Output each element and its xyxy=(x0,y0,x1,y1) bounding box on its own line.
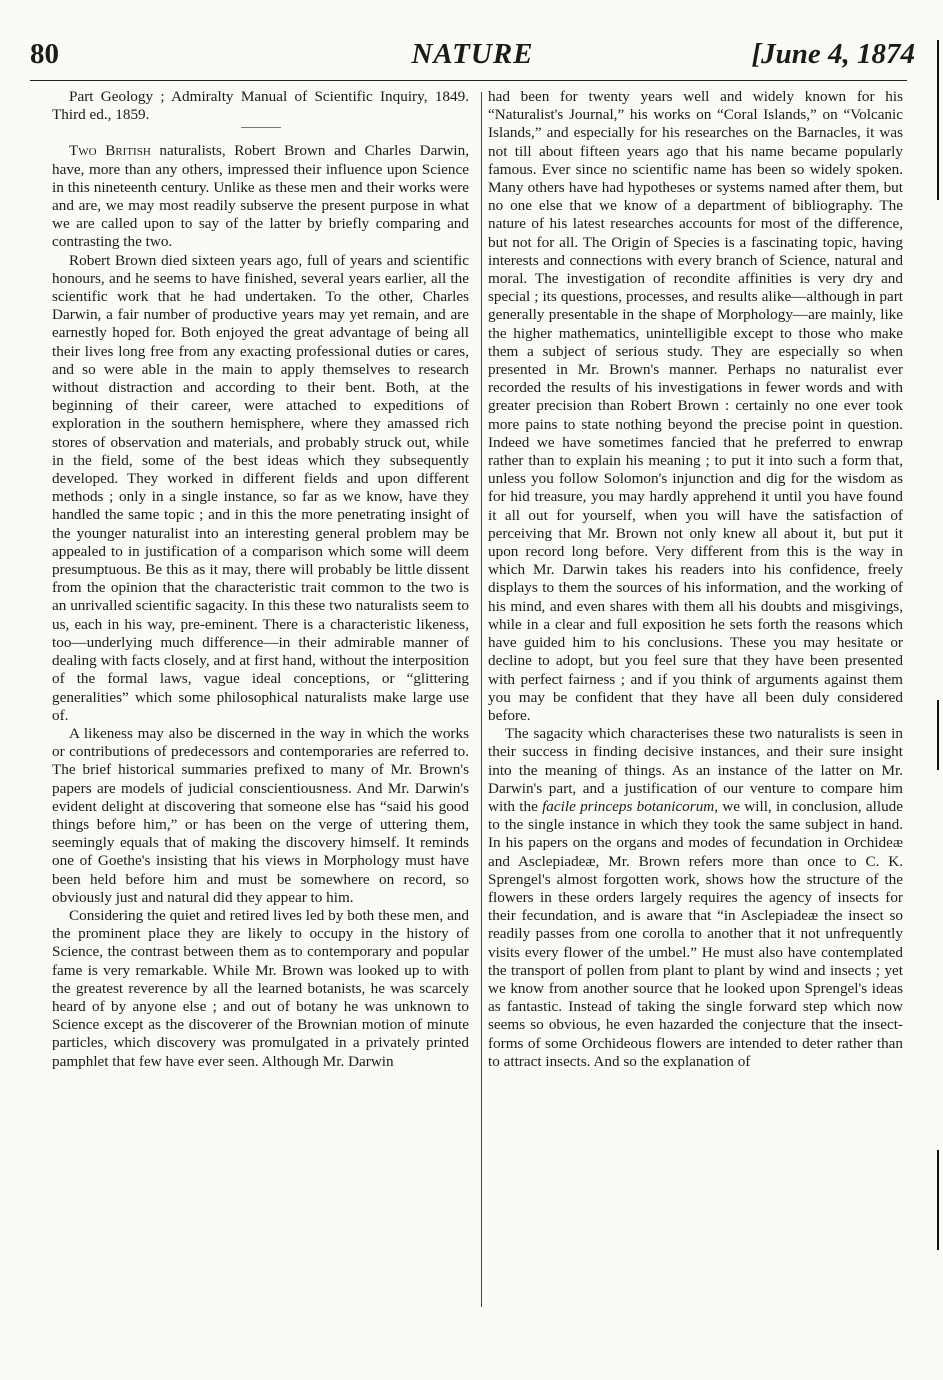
paragraph-text: , we will, in conclusion, allude to the single instance in which they took the same subject in hand. In his papers on the organs and modes of fecundation in Orchideæ and Asclepiadeæ, Mr. Brown refers more than once to C. K. Sprengel's almost forgotten work, shows how the structure of the flowers in these orders largely requires the agency of insects for their fecundation, and is aware that “in Asclepiadeæ the insect so readily passes from one corolla to another that it not unfrequently visits every flower of the umbel.” He must also have contemplated the transport of pollen from plant to plant by wind and insects ; yet we know from another source that he looked upon Sprengel's ideas as fantastic. Instead of taking the single forward step which now seems so obvious, he even hazarded the conjecture that the insect-forms of some Orchideous flowers are intended to deter rather than to attract insects. And so the explanation of xyxy=(488,797,903,1070)
italic-phrase: facile princeps botanicorum xyxy=(542,797,715,815)
right-column xyxy=(488,88,903,1071)
paragraph: A likeness may also be discerned in the way in which the works or contributions of predecessors and contemporaries are referred to. The brief historical summaries prefixed to many of Mr. Brown's papers are models of judicial conscientiousness. And Mr. Darwin's evident delight at discovering that someone else has “said his good things before him,” or has been on the verge of uttering them, seemingly equals that of making the discovery himself. It reminds one of Goethe's insisting that his views in Morphology must have been held before him and must be somewhere on record, so obviously just and natural did they appear to him. xyxy=(52,724,469,906)
scan-edge-mark xyxy=(937,40,939,200)
journal-title: NATURE xyxy=(411,38,534,70)
scan-edge-mark xyxy=(937,700,939,770)
scan-edge-mark xyxy=(937,1150,939,1250)
issue-date: [June 4, 1874 xyxy=(751,38,915,70)
paragraph-text: naturalists, Robert Brown and Charles Darwin, have, more than any others, impressed their influence upon Science in this nineteenth century. Unlike as these men and their works were and are, we may most readily subserve the present purpose in what we are called upon to say of the latter by briefly comparing and contrasting the two. xyxy=(52,142,469,251)
paragraph: Robert Brown died sixteen years ago, full of years and scientific honours, and he seems to have finished, several years earlier, all the scientific work that he had undertaken. To the other, Charles Darwin, a fair number of productive years may yet remain, and are earnestly hoped for. Both enjoyed the great advantage of being all their lives long free from any exacting professional duties or cares, and so were able in the main to apply themselves to research without distraction and according to their bent. Both, at the beginning of their career, were attached to expeditions of exploration in the southern hemisphere, where they amassed rich stores of observation and materials, and probably struck out, while in the field, some of the best ideas which they subsequently developed. They worked in different fields and upon different methods ; only in a single instance, so far as we know, have they handled the same topic ; and in this the more penetrating insight of the younger naturalist into an interesting general problem may be appealed to in justification of a comparison which some will deem presumptuous. Be this as it may, there will probably be little dissent from the opinion that the characteristic trait common to the two is an unrivalled scientific sagacity. In this these two naturalists seem to us, each in his way, pre-eminent. There is a characteristic likeness, too—underlying much difference—in their admirable manner of dealing with facts closely, and at first hand, without the interposition of the formal laws, vague ideal conceptions, or “glittering generalities” which some philosophical naturalists make large use of. xyxy=(52,251,469,724)
page-number: 80 xyxy=(30,38,59,70)
opening-words: Two British xyxy=(69,142,151,160)
paragraph-text: The sagacity which characterises these two naturalists is seen in their success in finding decisive instances, and their sure insight into the meaning of things. As an instance of the latter on Mr. Darwin's part, and a justification of our venture to compare him with the xyxy=(488,725,903,815)
page-header xyxy=(30,38,915,78)
paragraph xyxy=(488,725,903,1071)
column-divider xyxy=(481,92,482,1307)
section-separator xyxy=(241,127,281,128)
paragraph: had been for twenty years well and widely known for his “Naturalist's Journal,” his works on “Coral Islands,” on “Volcanic Islands,” and especially for his researches on the Barnacles, it was not till about fifteen years ago that his name became popularly famous. Ever since no scientific name has been so widely spoken. Many others have had hypotheses or systems named after them, but no one else that we know of a department of bibliography. The nature of his latest researches accounts for most of the difference, but not for all. The Origin of Species is a fascinating topic, having interests and connections with every branch of Science, natural and moral. The investigation of recondite affinities is very dry and special ; its questions, processes, and results alike—although in part generally presentable in the shape of Morphology—are mainly, like the higher mathematics, unintelligible except to those who make them a subject of serious study. They are especially so when presented in Mr. Brown's manner. Perhaps no naturalist ever recorded the results of his investigations in fewer words and with greater precision than Robert Brown : certainly no one ever took more pains to state nothing beyond the precise point in question. Indeed we have sometimes fancied that he preferred to enwrap rather than to explain his meaning ; to put it into such a form that, unless you follow Solomon's injunction and dig for the wisdom as for hid treasure, you may hardly apprehend it until you have found it all out for yourself, when you will have the satisfaction of perceiving that Mr. Brown not only knew all about it, but put it upon record long before. Very different from this is the way in which Mr. Darwin takes his readers into his confidence, freely displays to them the sources of his information, and the working of his mind, and even shares with them all his doubts and misgivings, while in a clear and full exposition he sets forth the reasons which have guided him to his conclusions. These you may hesitate or decline to adopt, but you feel sure that they have been presented with perfect fairness ; and if you think of arguments against them you may be confident that they have all been duly considered before. xyxy=(488,88,903,724)
paragraph xyxy=(52,142,469,251)
reference-line: Part Geology ; Admiralty Manual of Scientific Inquiry, 1849. Third ed., 1859. xyxy=(52,88,469,124)
paragraph: Considering the quiet and retired lives led by both these men, and the prominent place they are likely to occupy in the history of Science, the contrast between them as to contemporary and popular fame is very remarkable. While Mr. Brown was looked up to with the greatest reverence by all the learned botanists, he was scarcely heard of by anyone else ; and out of botany he was unknown to Science except as the discoverer of the Brownian motion of minute particles, which discovery was promulgated in a privately printed pamphlet that few have ever seen. Although Mr. Darwin xyxy=(52,906,469,1070)
left-column xyxy=(52,88,469,1071)
header-rule xyxy=(30,80,907,81)
